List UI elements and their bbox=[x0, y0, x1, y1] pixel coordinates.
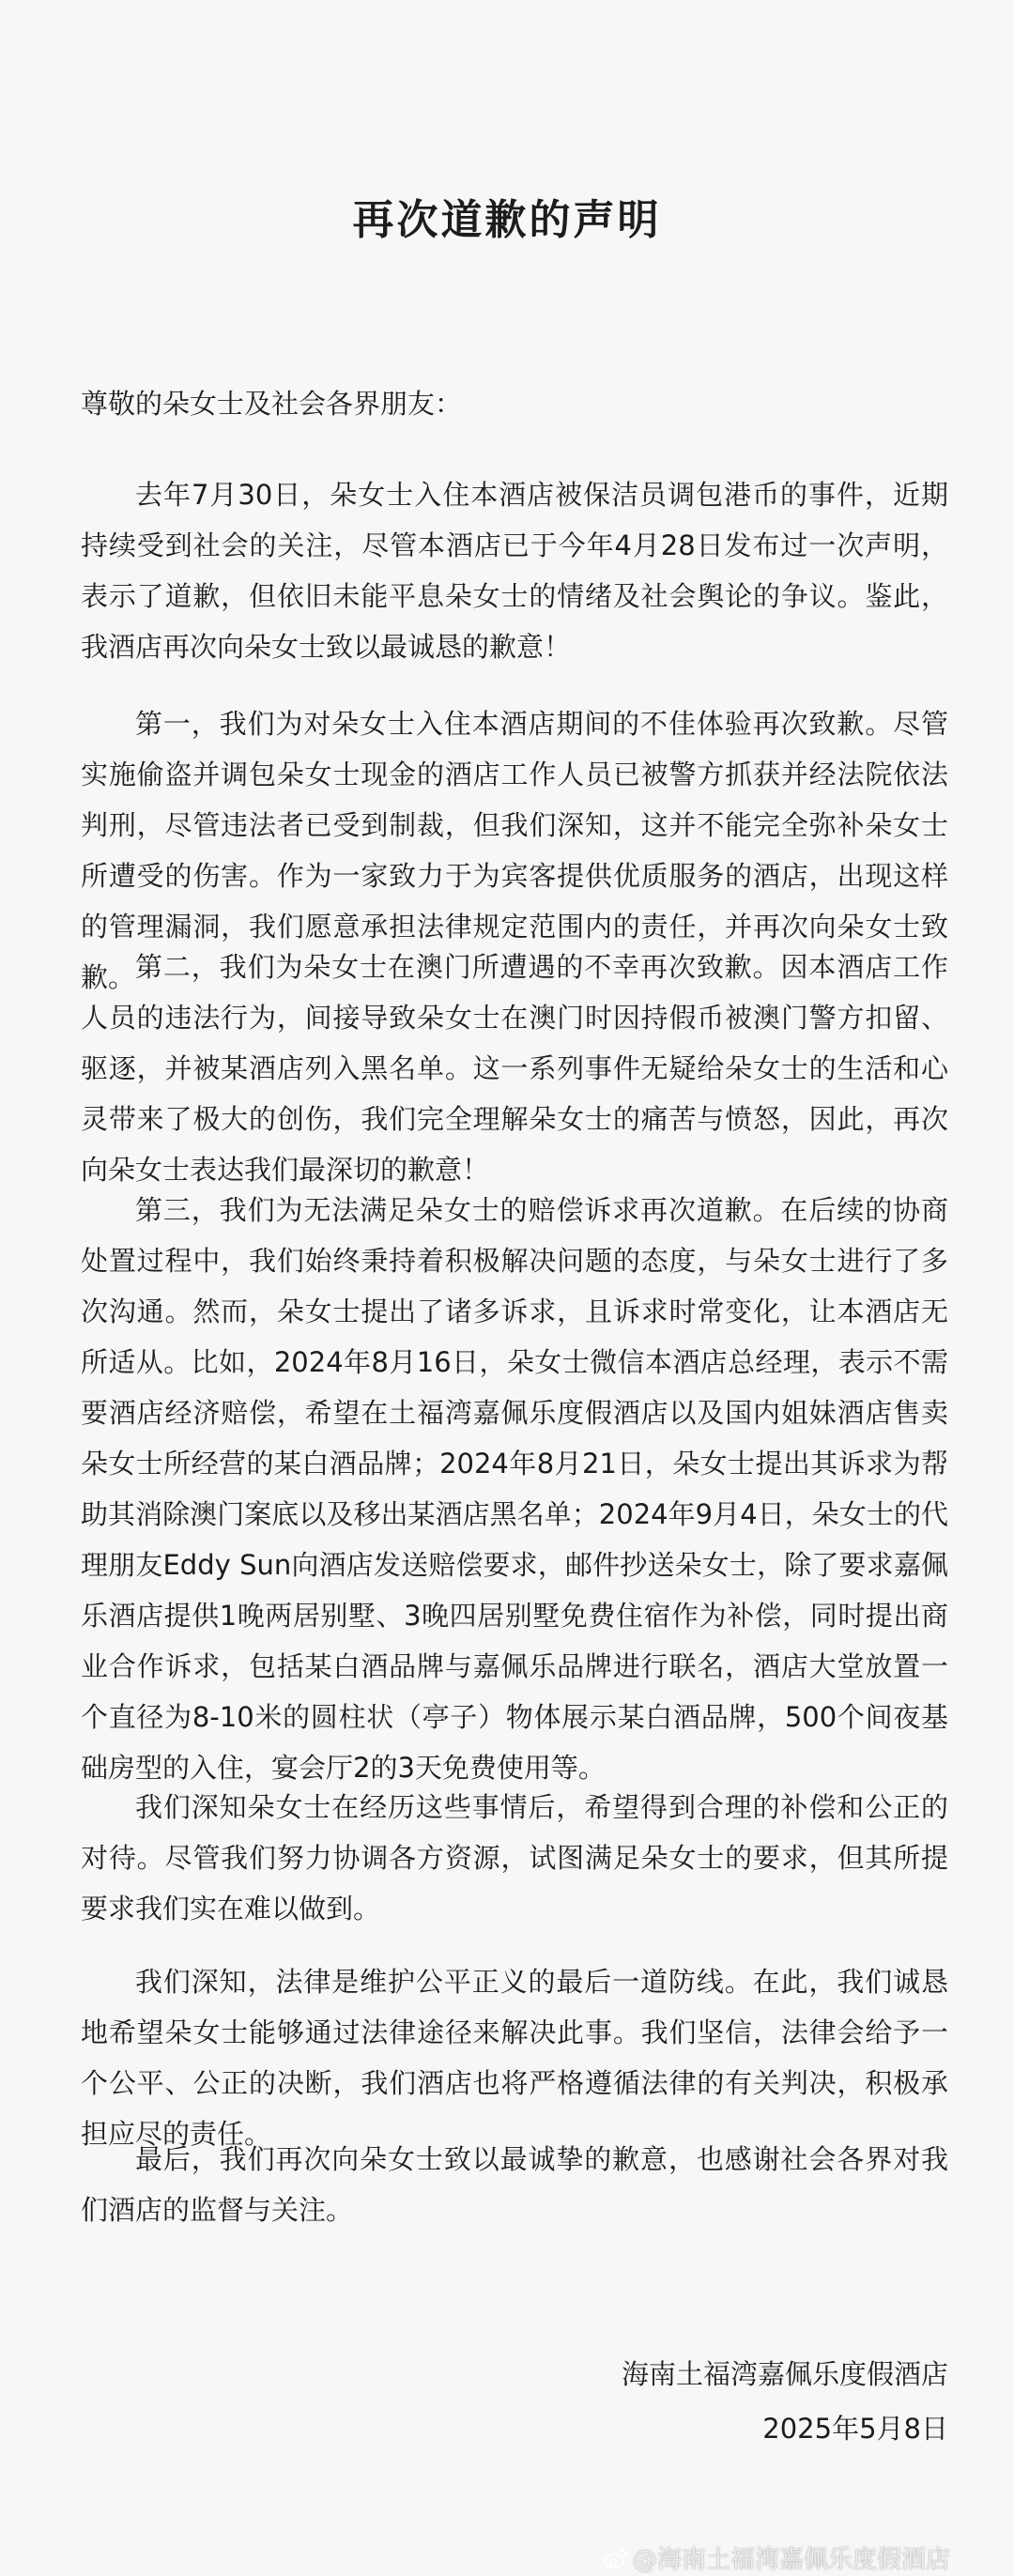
weibo-watermark bbox=[603, 2540, 950, 2575]
salutation: 尊敬的朵女士及社会各界朋友： bbox=[81, 388, 463, 420]
signature-block bbox=[622, 2347, 948, 2456]
paragraph-intro: 去年7月30日，朵女士入住本酒店被保洁员调包港币的事件，近期持续受到社会的关注，尽管本酒店已于今年4月28日发布过一次声明，表示了道歉，但依旧未能平息朵女士的情绪及社会舆论的争议。鉴此，我酒店再次向朵女士致以最诚恳的歉意！ bbox=[81, 479, 948, 663]
paragraph-legal: 我们深知，法律是维护公平正义的最后一道防线。在此，我们诚恳地希望朵女士能够通过法律途径来解决此事。我们坚信，法律会给予一个公平、公正的决断，我们酒店也将严格遵循法律的有关判决，积极承担应尽的责任。 bbox=[81, 1966, 948, 2150]
paragraph-understanding: 我们深知朵女士在经历这些事情后，希望得到合理的补偿和公正的对待。尽管我们努力协调各方资源，试图满足朵女士的要求，但其所提要求我们实在难以做到。 bbox=[81, 1791, 948, 1924]
watermark-text: @海南土福湾嘉佩乐度假酒店 bbox=[632, 2546, 950, 2574]
weibo-icon bbox=[603, 2547, 629, 2569]
signature-date: 2025年5月8日 bbox=[762, 2413, 948, 2445]
signature-organization: 海南土福湾嘉佩乐度假酒店 bbox=[621, 2358, 948, 2390]
paragraph-second-apology: 第二，我们为朵女士在澳门所遭遇的不幸再次致歉。因本酒店工作人员的违法行为，间接导致朵女士在澳门时因持假币被澳门警方扣留、驱逐，并被某酒店列入黑名单。这一系列事件无疑给朵女士的生活和心灵带来了极大的创伤，我们完全理解朵女士的痛苦与愤怒，因此，再次向朵女士表达我们最深切的歉意！ bbox=[81, 951, 948, 1186]
paragraph-first-apology: 第一，我们为对朵女士入住本酒店期间的不佳体验再次致歉。尽管实施偷盗并调包朵女士现金的酒店工作人员已被警方抓获并经法院依法判刑，尽管违法者已受到制裁，但我们深知，这并不能完全弥补朵女士所遭受的伤害。作为一家致力于为宾客提供优质服务的酒店，出现这样的管理漏洞，我们愿意承担法律规定范围内的责任，并再次向朵女士致歉。 bbox=[81, 708, 948, 993]
statement-title: 再次道歉的声明 bbox=[352, 196, 662, 244]
paragraph-closing: 最后，我们再次向朵女士致以最诚挚的歉意，也感谢社会各界对我们酒店的监督与关注。 bbox=[81, 2143, 948, 2226]
paragraph-third-apology: 第三，我们为无法满足朵女士的赔偿诉求再次道歉。在后续的协商处置过程中，我们始终秉持着积极解决问题的态度，与朵女士进行了多次沟通。然而，朵女士提出了诸多诉求，且诉求时常变化，让本酒店无所适从。比如，2024年8月16日，朵女士微信本酒店总经理，表示不需要酒店经济赔偿，希望在土福湾嘉佩乐度假酒店以及国内姐妹酒店售卖朵女士所经营的某白酒品牌；2024年8月21日，朵女士提出其诉求为帮助其消除澳门案底以及移出某酒店黑名单；2024年9月4日，朵女士的代理朋友Eddy Sun向酒店发送赔偿要求，邮件抄送朵女士，除了要求嘉佩乐酒店提供1晚两居别墅、3晚四居别墅免费住宿作为补偿，同时提出商业合作诉求，包括某白酒品牌与嘉佩乐品牌进行联名，酒店大堂放置一个直径为8-10米的圆柱状（亭子）物体展示某白酒品牌，500个间夜基础房型的入住，宴会厅2的3天免费使用等。 bbox=[81, 1194, 948, 1784]
